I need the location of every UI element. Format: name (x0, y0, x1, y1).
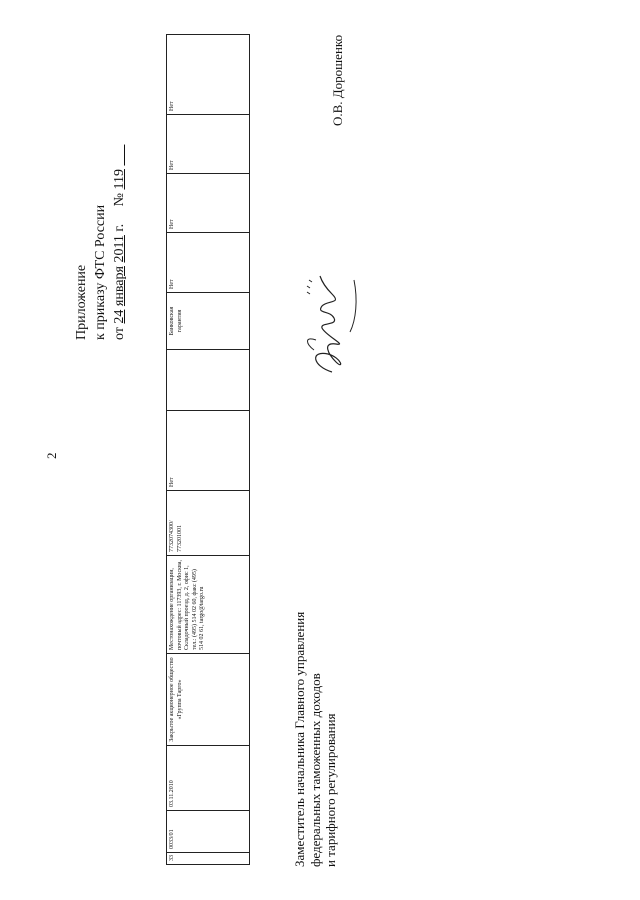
date-month: января (112, 266, 127, 307)
date-prefix: от (112, 327, 127, 340)
handwritten-signature (292, 270, 372, 380)
cell-reg-number: 0033/01 (167, 811, 250, 853)
cell-col7: Нет (167, 411, 250, 491)
signatory-name: О.В. Дорошенко (330, 34, 345, 126)
cell-col12: Нет (167, 115, 250, 174)
appendix-order-ref: к приказу ФТС России (93, 204, 108, 340)
signatory-title-line3: и тарифного регулирования (323, 713, 338, 867)
cell-inn-kpp: 7732074300/ 773201001 (167, 491, 250, 556)
appendix-title: Приложение (74, 264, 89, 340)
order-number-sign: № (112, 193, 127, 207)
cell-col13: Нет (167, 35, 250, 115)
page-number: 2 (44, 452, 59, 459)
registry-table (166, 34, 250, 865)
appendix-header (72, 60, 129, 340)
appendix-date-line (110, 60, 129, 340)
cell-index: 33 (167, 853, 250, 865)
signatory-title-line1: Заместитель начальника Главного управления (292, 611, 307, 867)
cell-col10: Нет (167, 233, 250, 293)
cell-col8 (167, 350, 250, 411)
order-number: 119 (112, 169, 127, 190)
cell-col11: Нет (167, 174, 250, 233)
cell-location: Местонахождение организации, почтовый адрес: 117393, г. Москва, Складочный проезд, д. 2, офис 1, тел.: (495) 514 02 60, факс (495) 514 02 61, targo@targo.ru (167, 556, 250, 654)
cell-date: 03.11.2010 (167, 746, 250, 811)
date-year-suffix: г. (112, 223, 127, 232)
signatory-title (292, 547, 339, 867)
order-number-underline (112, 145, 127, 166)
signatory-title-line2: федеральных таможенных доходов (307, 673, 323, 867)
cell-org-name: Закрытое акционерное общество «Группа Тарго» (167, 654, 250, 746)
date-day: 24 (112, 309, 127, 324)
date-year: 2011 (112, 235, 127, 263)
table-row (167, 35, 250, 865)
cell-guarantee: Банковская гарантия (167, 293, 250, 350)
